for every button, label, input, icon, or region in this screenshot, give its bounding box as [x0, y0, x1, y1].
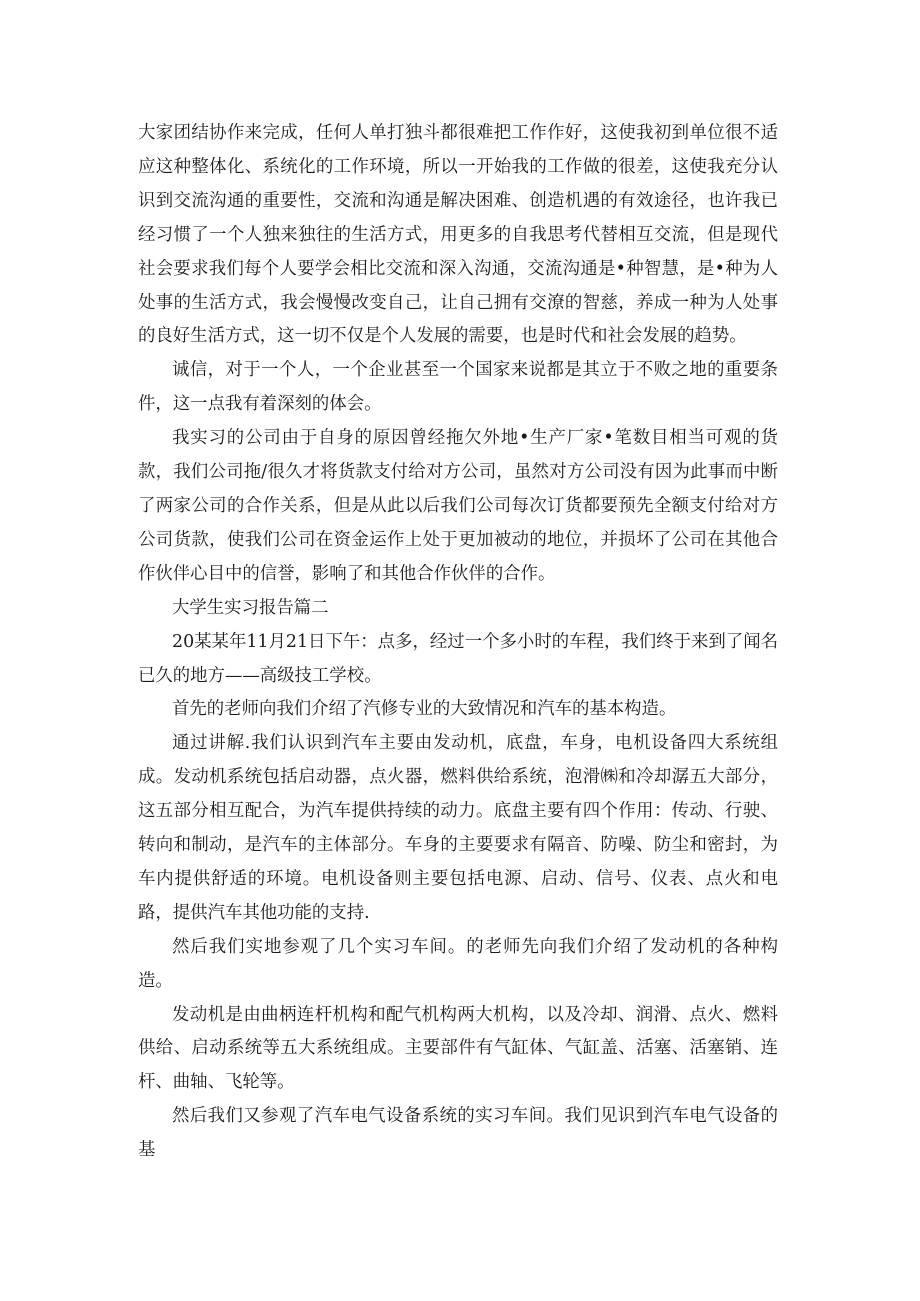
paragraph-6: 首先的老师向我们介绍了汽修专业的大致情况和汽车的基本构造。 [172, 699, 677, 720]
paragraph-8: 然后我们实地参观了几个实习车间。的老师先向我们介绍了发动机的各种构造。 [138, 936, 778, 991]
paragraph-7: 通过讲解.我们认识到汽车主要由发动机，底盘，车身，电机设备四大系统组成。发动机系统包括启动器，点火器，燃料供给系统，泡滑㈱和冷却潺五大部分，这五部分相互配合，为汽车提供持续的动力。底盘主要有四个作用：传动、行驶、转向和制动，是汽车的主体部分。车身的主要要求有隔音、防噪、防尘和密封，为车内提供舒适的环境。电机设备则主要包括电源、启动、信号、仪表、点火和电路，提供汽车其他功能的支持. [138, 733, 778, 923]
paragraph-1: 大家团结协作来完成，任何人单打独斗都很难把工作作好，这使我初到单位很不适应这种整体化、系统化的工作环境，所以一开始我的工作做的很差，这使我充分认识到交流沟通的重要性，交流和沟通是解决困难、创造机遇的有效途径，也许我已经习惯了一个人独来独往的生活方式，用更多的自我思考代替相互交流，但是现代社会要求我们每个人要学会相比交流和深入沟通，交流沟通是•种智慧，是•种为人处事的生活方式，我会慢慢改变自己，让自己拥有交潦的智慈，养成一种为人处事的良好生活方式，这一切不仅是个人发展的需要，也是时代和社会发展的趋势。 [138, 123, 778, 347]
paragraph-3: 我实习的公司由于自身的原因曾经拖欠外地•生产厂家•笔数目相当可观的货款，我们公司拖/很久才将货款支付给对方公司，虽然对方公司没有因为此事而中断了两家公司的合作关系，但是从此以后我们公司每次订货都要预先全额支付给对方公司货款，使我们公司在资金运作上处于更加被动的地位，并损坏了公司在其他合作伙伴心目中的信誉，影响了和其他合作伙伴的合作。 [138, 428, 778, 584]
paragraph-10: 然后我们又参观了汽车电气设备系统的实习车间。我们见识到汽车电气设备的基 [138, 1106, 778, 1161]
paragraph-5: 20某某年11月21日下午：点多，经过一个多小时的车程，我们终于来到了闻名已久的地方——高级技工学校。 [138, 631, 778, 686]
document-body [138, 117, 778, 1168]
section-heading: 大学生实习报告篇二 [172, 597, 329, 618]
paragraph-9: 发动机是由曲柄连杆机构和配气机构两大机构，以及冷却、润滑、点火、燃料供给、启动系统等五大系统组成。主要部件有气缸体、气缸盖、活塞、活塞销、连杆、曲轴、飞轮等。 [138, 1004, 778, 1093]
paragraph-2: 诚信，对于一个人，一个企业甚至一个国家来说都是其立于不败之地的重要条件，这一点我有着深刻的体会。 [138, 360, 778, 415]
